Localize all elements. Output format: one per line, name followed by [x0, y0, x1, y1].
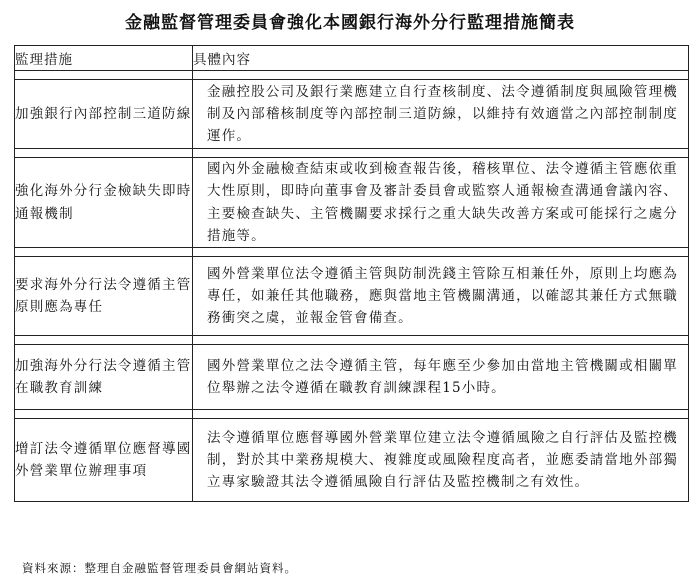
content-cell: 國內外金融檢查結束或收到檢查報告後，稽核單位、法令遵循主管應依重大性原則，即時向董事會及審計委員會或監察人通報檢查溝通會議內容、主要檢查缺失、主管機關要求採行之重大缺失改善方案或可能採行之處分措施等。	[193, 158, 689, 248]
column-header-content: 具體內容	[193, 46, 689, 71]
table-row	[15, 419, 689, 502]
table-row	[15, 257, 689, 336]
content-cell: 國外營業單位法令遵循主管與防制洗錢主管除互相兼任外，原則上均應為專任，如兼任其他職務，應與當地主管機關溝通，以確認其兼任方式無職務衝突之虞，並報金管會備查。	[193, 257, 689, 336]
table-row	[15, 345, 689, 410]
table-gap	[15, 336, 689, 345]
measure-cell: 要求海外分行法令遵循主管原則應為專任	[15, 257, 193, 336]
content-cell: 國外營業單位之法令遵循主管，每年應至少參加由當地主管機關或相關單位舉辦之法令遵循在職教育訓練課程15小時。	[193, 345, 689, 410]
measures-table	[14, 45, 689, 502]
content-cell: 金融控股公司及銀行業應建立自行查核制度、法令遵循制度與風險管理機制及內部稽核制度等內部控制三道防線，以維持有效適當之內部控制制度運作。	[193, 80, 689, 149]
table-gap	[15, 149, 689, 158]
table-header-row	[15, 46, 689, 71]
table-gap	[15, 410, 689, 419]
table-gap	[15, 248, 689, 257]
column-header-measure: 監理措施	[15, 46, 193, 71]
table-gap	[15, 71, 689, 80]
table-row	[15, 158, 689, 248]
measure-cell: 加強海外分行法令遵循主管在職教育訓練	[15, 345, 193, 410]
measure-cell: 加強銀行內部控制三道防線	[15, 80, 193, 149]
source-note: 資料來源：整理自金融監督管理委員會網站資料。	[22, 561, 297, 575]
measure-cell: 增訂法令遵循單位應督導國外營業單位辦理事項	[15, 419, 193, 502]
document-title: 金融監督管理委員會強化本國銀行海外分行監理措施簡表	[125, 13, 575, 33]
content-cell: 法令遵循單位應督導國外營業單位建立法令遵循風險之自行評估及監控機制，對於其中業務規模大、複雜度或風險程度高者，並應委請當地外部獨立專家驗證其法令遵循風險自行評估及監控機制之有效性。	[193, 419, 689, 502]
measure-cell: 強化海外分行金檢缺失即時通報機制	[15, 158, 193, 248]
table-row	[15, 80, 689, 149]
